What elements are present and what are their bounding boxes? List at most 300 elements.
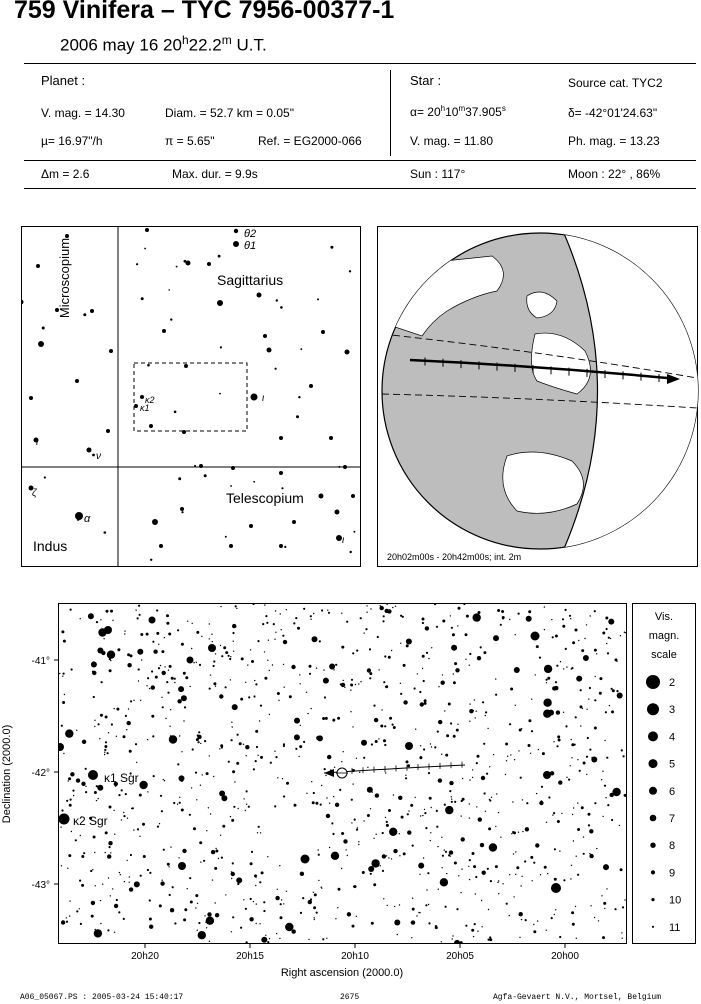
field-star xyxy=(420,702,424,706)
field-star xyxy=(105,716,108,719)
field-star xyxy=(56,743,64,751)
field-star xyxy=(312,801,315,804)
finder-star xyxy=(349,270,351,272)
field-star xyxy=(192,748,194,750)
field-star xyxy=(259,923,260,924)
finder-star xyxy=(38,341,44,347)
field-star xyxy=(134,881,140,887)
field-star xyxy=(162,671,166,675)
legend-title-line3: scale xyxy=(651,649,677,661)
field-star xyxy=(215,653,216,654)
field-star xyxy=(406,760,409,763)
field-star xyxy=(169,894,171,896)
field-star xyxy=(183,720,184,721)
field-star xyxy=(152,641,154,643)
field-star xyxy=(319,640,321,642)
field-star xyxy=(110,895,111,896)
field-star xyxy=(454,862,457,865)
field-star xyxy=(316,736,320,740)
field-star xyxy=(478,817,482,821)
field-star xyxy=(329,803,330,804)
field-star xyxy=(71,831,72,832)
field-star xyxy=(468,866,469,867)
field-star xyxy=(507,756,508,757)
field-star xyxy=(257,640,259,642)
field-star xyxy=(532,880,533,881)
field-star xyxy=(231,878,232,879)
info-bottom-rule xyxy=(24,188,696,189)
finder-star xyxy=(77,518,80,521)
field-star xyxy=(250,649,251,650)
finder-star xyxy=(170,318,172,320)
field-star xyxy=(530,753,531,754)
field-star xyxy=(183,918,186,921)
field-star xyxy=(365,628,367,630)
field-star xyxy=(98,798,99,799)
field-star xyxy=(337,717,340,720)
field-star xyxy=(212,879,213,880)
field-star xyxy=(248,806,250,808)
field-star xyxy=(114,834,115,835)
field-star xyxy=(497,609,500,612)
finder-star xyxy=(279,471,283,475)
legend-dot xyxy=(647,703,659,715)
field-star xyxy=(556,745,558,747)
field-star xyxy=(109,846,111,848)
field-star xyxy=(209,755,210,756)
field-star xyxy=(255,730,258,733)
x-tick-label: 20h05 xyxy=(446,951,474,962)
field-star xyxy=(313,613,314,614)
field-star xyxy=(373,705,375,707)
field-star xyxy=(505,774,506,775)
legend-title-line1: Vis. xyxy=(654,611,674,623)
event-date: 2006 may 16 xyxy=(60,35,159,55)
star-vmag: V. mag. = 11.80 xyxy=(410,134,494,148)
finder-star xyxy=(106,429,110,433)
field-star xyxy=(66,800,68,802)
field-star xyxy=(135,609,136,610)
field-star xyxy=(498,880,499,881)
field-star xyxy=(603,902,606,905)
field-star xyxy=(321,785,322,786)
field-star xyxy=(373,838,374,839)
field-star xyxy=(441,941,442,942)
field-star xyxy=(515,705,516,706)
field-star xyxy=(307,713,308,714)
field-star xyxy=(59,814,70,825)
field-star xyxy=(403,700,407,704)
field-star xyxy=(110,660,111,661)
field-star xyxy=(359,772,360,773)
field-star xyxy=(449,850,453,854)
field-star xyxy=(450,856,451,857)
field-star xyxy=(400,643,401,644)
planet-vmag: V. mag. = 14.30 xyxy=(41,106,125,120)
field-star xyxy=(555,681,557,683)
planet-pi: π = 5.65" xyxy=(165,134,215,148)
field-star xyxy=(321,887,322,888)
field-star xyxy=(556,710,560,714)
field-star xyxy=(138,668,140,670)
field-star xyxy=(295,748,297,750)
field-star xyxy=(406,644,409,647)
field-star xyxy=(115,786,116,787)
field-star xyxy=(177,629,179,631)
star-label-kappa2-sgr: κ2 Sgr xyxy=(73,814,108,828)
field-star xyxy=(240,927,242,929)
field-star xyxy=(249,917,253,921)
field-star xyxy=(546,822,547,823)
field-star xyxy=(196,799,197,800)
field-star xyxy=(352,726,353,727)
field-star xyxy=(563,712,564,713)
field-star xyxy=(254,680,255,681)
field-star xyxy=(594,917,595,918)
field-star xyxy=(566,666,567,667)
field-star xyxy=(285,923,293,931)
legend-dot xyxy=(651,870,655,874)
field-star xyxy=(406,639,412,645)
field-star xyxy=(566,777,567,778)
field-star xyxy=(230,816,231,817)
field-star xyxy=(261,871,264,874)
field-star xyxy=(100,714,103,717)
field-star xyxy=(196,738,199,741)
field-star xyxy=(68,854,71,857)
field-star xyxy=(245,810,246,811)
field-star xyxy=(73,795,74,796)
field-star xyxy=(606,888,607,889)
field-star xyxy=(571,911,574,914)
field-star xyxy=(457,724,458,725)
field-star xyxy=(206,917,214,925)
field-star xyxy=(167,863,170,866)
field-star xyxy=(232,704,238,710)
finder-chart xyxy=(21,226,361,568)
field-star xyxy=(445,806,453,814)
field-star xyxy=(407,830,411,834)
finder-star xyxy=(218,255,221,258)
field-star xyxy=(220,606,221,607)
field-star xyxy=(574,744,576,746)
field-star xyxy=(153,650,157,654)
legend-magnitude-label: 9 xyxy=(669,867,676,880)
field-star xyxy=(268,640,269,641)
finder-star xyxy=(276,299,278,301)
field-star xyxy=(382,854,386,858)
field-star xyxy=(378,669,379,670)
page-title: 759 Vinifera – TYC 7956-00377-1 xyxy=(14,0,395,24)
field-star xyxy=(488,909,489,910)
field-star xyxy=(362,871,365,874)
field-star xyxy=(128,708,129,709)
field-star xyxy=(423,680,425,682)
field-star xyxy=(341,761,342,762)
field-star xyxy=(475,876,477,878)
field-star xyxy=(446,734,449,737)
field-star xyxy=(583,836,584,837)
field-star xyxy=(156,632,159,635)
field-star xyxy=(162,706,164,708)
field-star xyxy=(193,662,194,663)
field-star xyxy=(408,810,409,811)
field-star xyxy=(112,620,113,621)
field-star xyxy=(466,615,469,618)
field-star xyxy=(309,673,311,675)
field-star xyxy=(367,787,373,793)
delta-mag: Δm = 2.6 xyxy=(41,167,90,181)
x-tick-label: 20h15 xyxy=(236,951,264,962)
field-star xyxy=(96,800,97,801)
field-star xyxy=(557,735,560,738)
field-star xyxy=(300,725,301,726)
field-star xyxy=(231,739,233,741)
field-star xyxy=(615,658,618,661)
field-star xyxy=(546,930,547,931)
field-star xyxy=(215,686,216,687)
field-star xyxy=(588,813,591,816)
field-star xyxy=(370,808,371,809)
field-star xyxy=(487,728,488,729)
field-star xyxy=(147,791,148,792)
field-star xyxy=(383,739,386,742)
field-star xyxy=(93,696,95,698)
field-star xyxy=(219,694,223,698)
finder-star xyxy=(350,551,352,553)
field-star xyxy=(469,779,470,780)
finder-star xyxy=(292,520,296,524)
finder-star xyxy=(275,368,277,370)
field-star xyxy=(537,920,538,921)
field-star xyxy=(260,832,261,833)
field-star xyxy=(105,831,108,834)
field-star xyxy=(160,665,161,666)
field-star xyxy=(371,922,374,925)
field-star xyxy=(164,637,165,638)
finder-star xyxy=(90,309,94,313)
field-star xyxy=(392,607,393,608)
field-star xyxy=(485,715,486,716)
field-star xyxy=(560,661,561,662)
field-star xyxy=(80,835,81,836)
field-star xyxy=(465,659,466,660)
field-star xyxy=(93,836,96,839)
finder-star xyxy=(184,364,188,368)
field-star xyxy=(386,824,389,827)
field-star xyxy=(623,755,625,757)
field-star xyxy=(206,830,207,831)
field-star xyxy=(436,826,438,828)
field-star xyxy=(472,769,473,770)
field-star xyxy=(172,886,174,888)
field-star xyxy=(589,829,593,833)
field-star xyxy=(90,870,92,872)
finder-star xyxy=(296,415,299,418)
field-star xyxy=(218,858,219,859)
field-star xyxy=(544,665,552,673)
field-star xyxy=(624,632,625,633)
field-star xyxy=(280,903,282,905)
field-star xyxy=(476,711,477,712)
field-star xyxy=(160,881,164,885)
field-star xyxy=(107,752,109,754)
field-star xyxy=(121,819,122,820)
info-top-rule xyxy=(24,63,696,64)
field-star xyxy=(473,865,476,868)
field-star xyxy=(462,778,463,779)
field-star xyxy=(174,922,176,924)
field-star xyxy=(62,676,63,677)
field-star xyxy=(495,826,496,827)
field-star xyxy=(69,804,72,807)
field-star xyxy=(469,721,470,722)
finder-star xyxy=(152,519,158,525)
field-star xyxy=(189,877,191,879)
finder-star xyxy=(136,263,138,265)
field-star xyxy=(149,688,150,689)
field-star xyxy=(398,796,402,800)
field-star xyxy=(438,720,442,724)
field-star xyxy=(142,823,145,826)
field-star xyxy=(403,852,406,855)
field-star xyxy=(484,792,486,794)
legend-dot xyxy=(650,815,657,822)
field-star xyxy=(246,804,247,805)
field-star xyxy=(139,836,140,837)
field-star xyxy=(489,843,497,851)
field-star xyxy=(377,636,379,638)
field-star xyxy=(461,868,462,869)
field-star xyxy=(490,880,492,882)
field-star xyxy=(435,926,438,929)
field-star xyxy=(474,923,476,925)
field-star xyxy=(521,728,522,729)
field-star xyxy=(76,910,78,912)
field-star xyxy=(452,938,453,939)
field-star xyxy=(200,861,201,862)
field-star xyxy=(61,809,63,811)
field-star xyxy=(473,613,481,621)
field-star xyxy=(554,686,558,690)
field-star xyxy=(428,922,430,924)
field-star xyxy=(369,672,372,675)
field-star xyxy=(61,725,63,727)
field-star xyxy=(267,856,268,857)
finder-star xyxy=(330,246,333,249)
finder-star xyxy=(207,262,211,266)
field-star xyxy=(454,801,456,803)
field-star xyxy=(602,816,603,817)
field-star xyxy=(168,866,169,867)
star-source: Source cat. TYC2 xyxy=(568,76,663,90)
footer-credit: Agfa-Gevaert N.V., Mortsel, Belgium xyxy=(493,993,662,1002)
field-star xyxy=(513,853,514,854)
finder-star xyxy=(149,424,153,428)
field-star xyxy=(364,632,365,633)
field-star xyxy=(599,677,602,680)
field-star xyxy=(620,868,623,871)
x-tick-label: 20h00 xyxy=(551,951,579,962)
field-star xyxy=(315,802,318,805)
field-star xyxy=(431,647,432,648)
field-star xyxy=(514,667,520,673)
field-star xyxy=(101,651,105,655)
detail-chart xyxy=(0,600,701,985)
field-star xyxy=(104,745,107,748)
field-star xyxy=(519,937,520,938)
y-tick-label: -42° xyxy=(31,768,50,779)
field-star xyxy=(178,862,186,870)
field-star xyxy=(136,762,137,763)
field-star xyxy=(376,834,377,835)
field-star xyxy=(453,735,456,738)
field-star xyxy=(350,684,353,687)
field-star xyxy=(583,655,589,661)
field-star xyxy=(222,825,225,828)
field-star xyxy=(179,797,180,798)
event-datetime: 2006 may 16 20$^h$22.2$^m$ U.T. xyxy=(60,33,267,55)
field-star xyxy=(116,736,117,737)
field-star xyxy=(316,668,317,669)
field-star xyxy=(105,741,107,743)
field-star xyxy=(274,639,275,640)
field-star xyxy=(283,664,284,665)
field-star xyxy=(277,889,278,890)
field-star xyxy=(107,854,111,858)
field-star xyxy=(67,868,68,869)
field-star xyxy=(139,794,142,797)
field-star xyxy=(385,686,386,687)
field-star xyxy=(369,677,371,679)
field-star xyxy=(438,686,439,687)
field-star xyxy=(183,672,186,675)
field-star xyxy=(541,800,542,801)
field-star xyxy=(79,908,80,909)
field-star xyxy=(328,612,330,614)
field-star xyxy=(201,636,202,637)
field-star xyxy=(451,796,452,797)
field-star xyxy=(219,791,225,797)
finder-star xyxy=(279,436,283,440)
field-star xyxy=(189,814,191,816)
field-star xyxy=(270,762,272,764)
field-star xyxy=(61,865,62,866)
finder-star xyxy=(140,395,144,399)
field-star xyxy=(103,638,104,639)
field-star xyxy=(133,829,134,830)
field-star xyxy=(604,785,606,787)
field-star xyxy=(146,633,149,636)
field-star xyxy=(412,898,413,899)
field-star xyxy=(265,615,267,617)
field-star xyxy=(121,789,123,791)
field-star xyxy=(253,695,255,697)
field-star xyxy=(208,644,216,652)
field-star xyxy=(515,634,516,635)
field-star xyxy=(563,668,564,669)
field-star xyxy=(366,612,367,613)
field-star xyxy=(231,722,232,723)
field-star xyxy=(76,778,80,782)
field-star xyxy=(569,615,571,617)
field-star xyxy=(294,718,300,724)
field-star xyxy=(400,693,402,695)
field-star xyxy=(235,605,237,607)
field-star xyxy=(306,692,307,693)
field-star xyxy=(250,862,253,865)
field-star xyxy=(129,882,130,883)
